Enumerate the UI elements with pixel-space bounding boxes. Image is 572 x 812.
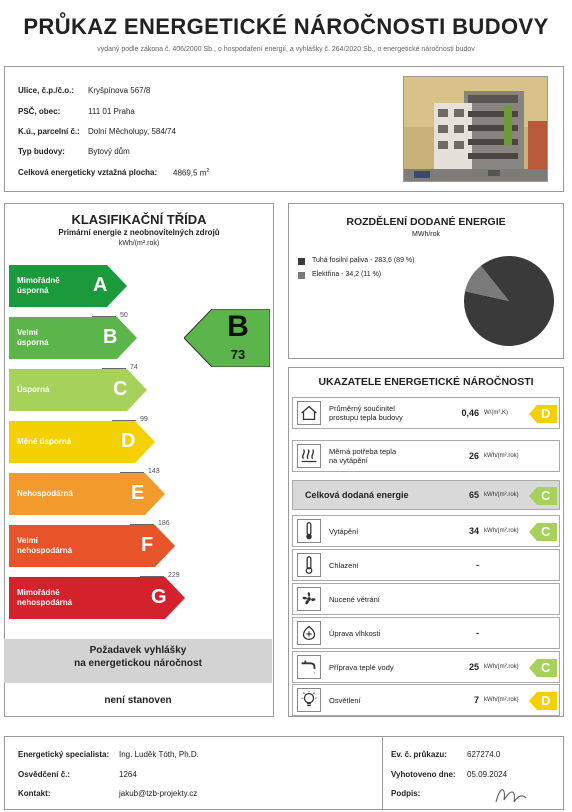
indicator-class-badge: C xyxy=(529,523,557,541)
zip-value: 111 01 Praha xyxy=(88,107,135,116)
indicator-row xyxy=(292,617,560,649)
indicator-value: 0,46 xyxy=(461,408,479,418)
classification-subtitle: Primární energie z neobnovitelných zdrojů xyxy=(58,228,220,237)
energy-class-letter: D xyxy=(121,430,136,452)
legend-electricity: Elektřina - 34,2 (11 %) xyxy=(312,271,382,278)
ev-number-value: 627274.0 xyxy=(467,750,501,759)
energy-class-g xyxy=(9,577,185,619)
signature-label: Podpis: xyxy=(391,789,421,798)
energy-class-label: Velmi nehospodárná xyxy=(17,536,73,555)
energy-class-letter: G xyxy=(151,586,167,608)
indicator-row xyxy=(292,480,560,510)
indicator-row xyxy=(292,549,560,581)
area-label: Celková energeticky vztažná plocha: xyxy=(18,168,158,177)
issue-date-label: Vyhotoveno dne: xyxy=(391,770,456,779)
indicator-class-badge: D xyxy=(529,692,557,710)
energy-class-label: Mimořádně úsporná xyxy=(17,276,60,295)
energy-class-label: Nehospodárná xyxy=(17,489,74,498)
indicator-unit: kWh/(m².rok) xyxy=(484,528,519,534)
indicator-value: 34 xyxy=(468,526,479,536)
distribution-title: ROZDĚLENÍ DODANÉ ENERGIE xyxy=(346,216,506,228)
threshold-value: 99 xyxy=(140,416,148,423)
cooling-icon xyxy=(297,553,321,577)
distribution-unit: MWh/rok xyxy=(412,231,440,238)
threshold-value: 50 xyxy=(120,312,128,319)
building-type-label: Typ budovy: xyxy=(18,147,65,156)
threshold-line xyxy=(92,316,116,317)
energy-class-letter: A xyxy=(93,274,108,296)
indicator-class-badge: C xyxy=(529,659,557,677)
energy-class-label: Úsporná xyxy=(17,385,50,394)
threshold-line xyxy=(120,472,144,473)
threshold-line xyxy=(140,576,164,577)
indicator-row xyxy=(292,515,560,547)
indicator-label: Osvětlení xyxy=(329,696,361,705)
indicator-value: 25 xyxy=(468,662,479,672)
indicator-label: Příprava teplé vody xyxy=(329,663,394,672)
indicators-title: UKAZATELE ENERGETICKÉ NÁROČNOSTI xyxy=(318,376,534,388)
certificate-value: 1264 xyxy=(119,770,137,779)
threshold-value: 186 xyxy=(158,520,170,527)
result-class-letter: B xyxy=(227,310,249,343)
classification-title: KLASIFIKAČNÍ TŘÍDA xyxy=(71,212,207,227)
energy-class-letter: F xyxy=(141,534,154,556)
contact-value[interactable]: jakub@tzb-projekty.cz xyxy=(119,789,198,798)
classification-unit: kWh/(m².rok) xyxy=(118,240,160,247)
indicator-value: - xyxy=(476,560,479,570)
indicator-row xyxy=(292,583,560,615)
legend-swatch-electricity xyxy=(298,272,305,279)
light-bulb-icon xyxy=(297,688,321,712)
energy-class-letter: C xyxy=(113,378,128,400)
indicator-row xyxy=(292,397,560,429)
indicator-label: Celková dodaná energie xyxy=(305,490,409,500)
threshold-line xyxy=(102,368,126,369)
requirement-value: není stanoven xyxy=(104,695,172,706)
cadastre-label: K.ú., parcelní č.: xyxy=(18,127,80,136)
contact-label: Kontakt: xyxy=(18,789,51,798)
energy-class-d xyxy=(9,421,155,463)
indicator-label: Průměrný součinitel prostupu tepla budovy xyxy=(329,404,403,422)
energy-class-label: Méně úsporná xyxy=(17,437,72,446)
threshold-line xyxy=(130,524,154,525)
indicator-class-badge: C xyxy=(529,487,557,505)
building-photo xyxy=(403,76,548,182)
indicator-value: - xyxy=(476,628,479,638)
specialist-value: Ing. Luděk Tóth, Ph.D. xyxy=(119,750,199,759)
humidity-icon xyxy=(297,621,321,645)
indicator-value: 65 xyxy=(468,490,479,500)
zip-label: PSČ, obec: xyxy=(18,107,61,116)
indicator-value: 7 xyxy=(473,695,479,705)
area-value: 4869,5 $m^2$ xyxy=(173,168,210,178)
threshold-value: 229 xyxy=(168,572,180,579)
energy-pie-chart xyxy=(463,255,555,347)
indicator-row xyxy=(292,440,560,472)
indicator-label: Chlazení xyxy=(329,561,359,570)
threshold-value: 143 xyxy=(148,468,160,475)
indicator-value: 26 xyxy=(468,451,479,461)
energy-class-e xyxy=(9,473,165,515)
street-value: Kryšpínova 567/8 xyxy=(88,86,151,95)
fan-icon xyxy=(297,587,321,611)
indicator-unit: kWh/(m².rok) xyxy=(484,492,519,498)
energy-class-f xyxy=(9,525,175,567)
energy-class-c xyxy=(9,369,147,411)
requirement-title-line-2: na energetickou náročnost xyxy=(74,658,202,669)
energy-class-letter: E xyxy=(131,482,145,504)
heat-waves-icon xyxy=(297,444,321,468)
result-class-value: 73 xyxy=(230,347,246,362)
house-icon xyxy=(297,401,321,425)
energy-class-b xyxy=(9,317,137,359)
footer-divider xyxy=(382,736,383,810)
issue-date-value: 05.09.2024 xyxy=(467,770,508,779)
threshold-line xyxy=(112,420,136,421)
energy-class-letter: B xyxy=(103,326,118,348)
indicator-label: Měrná potřeba tepla na vytápění xyxy=(329,447,397,465)
document-title: PRŮKAZ ENERGETICKÉ NÁROČNOSTI BUDOVY xyxy=(23,14,549,39)
energy-class-label: Mimořádně nehospodárná xyxy=(17,588,73,607)
faucet-icon xyxy=(297,655,321,679)
legend-solid-fuel: Tuhá fosilní paliva - 283,6 (89 %) xyxy=(312,257,415,264)
threshold-value: 74 xyxy=(130,364,138,371)
indicator-row xyxy=(292,684,560,716)
energy-class-label: Velmi úsporná xyxy=(17,328,49,347)
indicator-unit: kWh/(m².rok) xyxy=(484,697,519,703)
indicator-unit: W/(m².K) xyxy=(484,410,508,416)
indicator-row xyxy=(292,651,560,683)
legend-swatch-solid-fuel xyxy=(298,258,305,265)
indicator-label: Vytápění xyxy=(329,527,359,536)
indicator-label: Úprava vlhkosti xyxy=(329,629,381,638)
specialist-label: Energetický specialista: xyxy=(18,750,110,759)
requirement-title-line-1: Požadavek vyhlášky xyxy=(89,645,187,656)
street-label: Ulice, č.p./č.o.: xyxy=(18,86,75,95)
indicator-label: Nucené větrání xyxy=(329,595,380,604)
distribution-legend xyxy=(298,256,438,286)
signature-mark xyxy=(492,782,532,808)
certificate-label: Osvědčení č.: xyxy=(18,770,71,779)
building-type-value: Bytový dům xyxy=(88,147,130,156)
indicator-class-badge: D xyxy=(529,405,557,423)
cadastre-value: Dolní Měcholupy, 584/74 xyxy=(88,127,176,136)
indicator-unit: kWh/(m².rok) xyxy=(484,664,519,670)
document-subtitle: vydaný podle zákona č. 406/2000 Sb., o hospodaření energií, a vyhlášky č. 264/2020 Sb., o energetické náročnosti budov xyxy=(97,46,475,53)
thermometer-icon xyxy=(297,519,321,543)
ev-number-label: Ev. č. průkazu: xyxy=(391,750,447,759)
indicator-unit: kWh/(m².rok) xyxy=(484,453,519,459)
energy-class-a xyxy=(9,265,127,307)
